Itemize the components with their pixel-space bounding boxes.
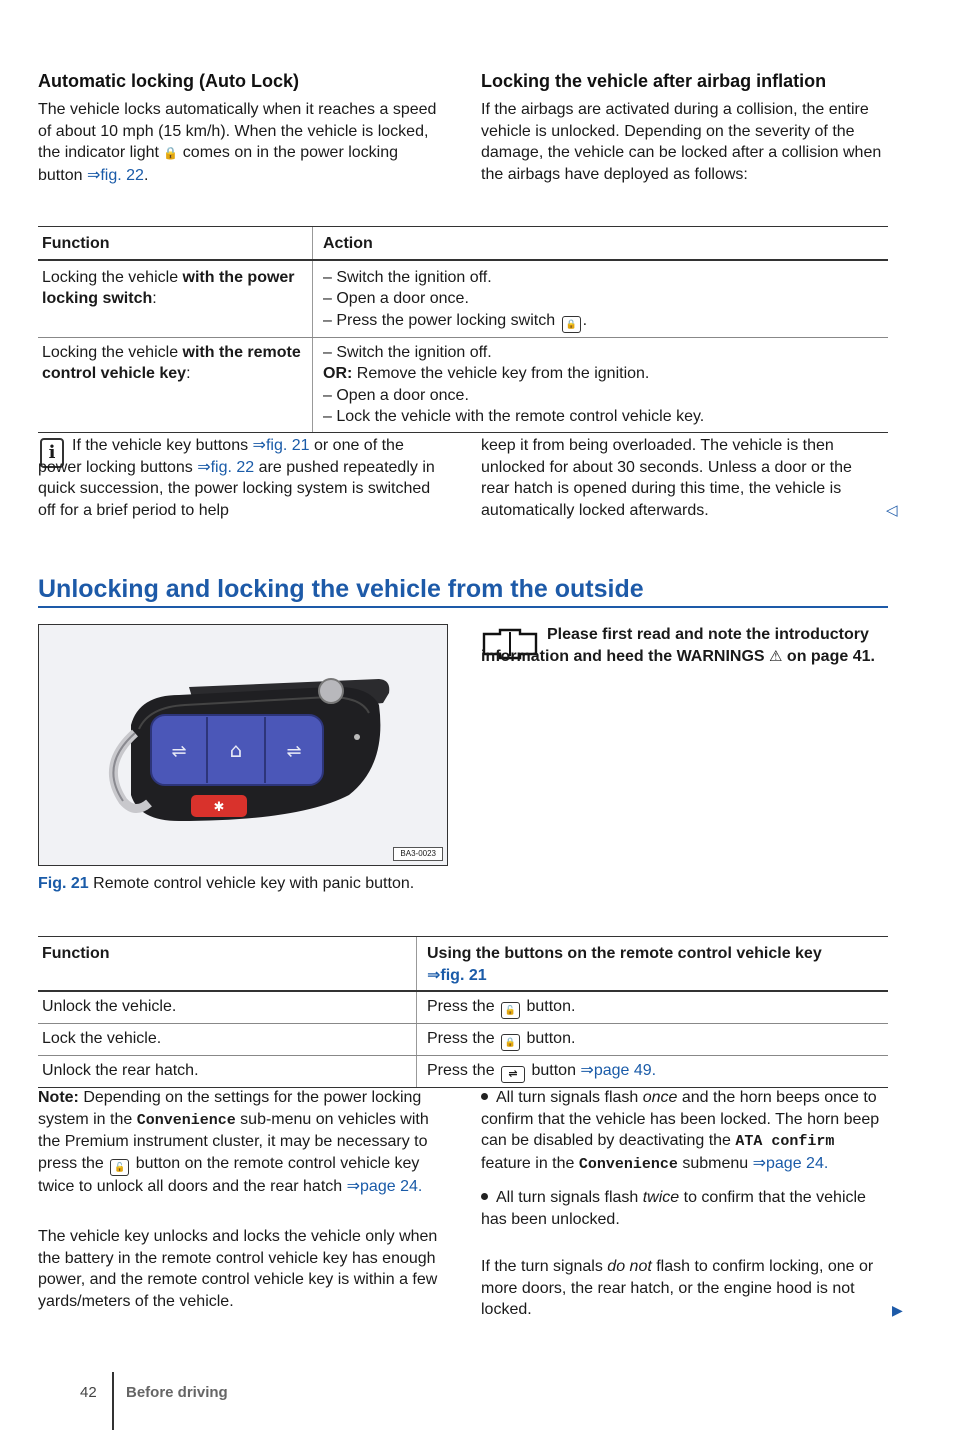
- fig-21-link[interactable]: ⇒fig. 21: [252, 437, 310, 454]
- warning-intro: Please first read and note the introductory information and heed the WARNINGS ⚠ on page 41.: [481, 626, 875, 665]
- remote-key-illustration: [39, 625, 447, 865]
- section-title: Unlocking and locking the vehicle from the outside: [38, 575, 644, 603]
- locking-table: [38, 226, 888, 433]
- table-row: Unlock the vehicle. Press the 🔓 button.: [38, 991, 888, 1024]
- svg-text:⇌: ⇌: [171, 741, 187, 762]
- next-page-icon: ▶: [892, 1302, 903, 1318]
- warning-icon: ⚠: [769, 648, 783, 665]
- auto-lock-text: The vehicle locks automatically when it reaches a speed of about 10 mph (15 km/h). When the vehicle is locked, the indicator light 🔒 comes on in the power locking button ⇒fig. 22.: [38, 101, 437, 184]
- info-note-left: If the vehicle key buttons ⇒fig. 21 or one of the power locking buttons ⇒fig. 22 are pushed repeatedly in quick succession, the power locking system is switched off for a brief period to help: [38, 437, 435, 519]
- table-row: Lock the vehicle. Press the 🔒 button.: [38, 1024, 888, 1056]
- table1-header-function: Function: [38, 227, 313, 260]
- auto-lock-section: [38, 70, 443, 186]
- final-paragraph: If the turn signals do not flash to confirm locking, one or more doors, the rear hatch, or the engine hood is not locked.: [481, 1258, 874, 1319]
- note-paragraph: Note: Depending on the settings for the power locking system in the Convenience sub-menu on vehicles with the Premium instrument cluster, it may be necessary to press the 🔓 button on the remote control vehicle key twice to unlock all doors and the rear hatch ⇒page 24.: [38, 1089, 429, 1195]
- airbag-heading: Locking the vehicle after airbag inflation: [481, 71, 827, 91]
- table-row: Locking the vehicle with the remote control vehicle key: – Switch the ignition off. OR: Remove the vehicle key from the ignition. – Open a door once. – Lock the vehicle with the remote control vehicle key.: [38, 337, 888, 432]
- battery-paragraph: The vehicle key unlocks and locks the vehicle only when the battery in the remote control vehicle key has enough power, and the remote control vehicle key is within a few yards/meters of the vehicle.: [38, 1228, 438, 1310]
- fig-21-link[interactable]: ⇒fig. 21: [427, 966, 487, 984]
- key-figure: [38, 624, 448, 866]
- unlock-button-icon: 🔓: [501, 1002, 520, 1019]
- indicator-lock-icon: 🔒: [163, 146, 179, 161]
- footer-section: Before driving: [126, 1384, 228, 1401]
- page-49-link[interactable]: ⇒page 49.: [580, 1062, 657, 1079]
- figure-code: BA3-0023: [393, 847, 443, 861]
- table2-header-function: Function: [38, 937, 417, 992]
- fig-22-link[interactable]: ⇒fig. 22: [86, 166, 144, 184]
- footer-divider: [112, 1372, 114, 1430]
- svg-text:⇌: ⇌: [286, 741, 302, 762]
- airbag-section: [481, 70, 886, 185]
- svg-text:⌂: ⌂: [229, 738, 243, 762]
- lock-switch-icon: 🔒: [562, 316, 581, 333]
- airbag-text: If the airbags are activated during a collision, the entire vehicle is unlocked. Depending on the severity of the damage, the vehicle can be locked after a collision when the airbags have deployed as follows:: [481, 101, 882, 183]
- info-icon: i: [40, 438, 64, 468]
- rear-hatch-button-icon: ⇌: [501, 1066, 525, 1083]
- fig-22-link[interactable]: ⇒fig. 22: [197, 458, 255, 476]
- auto-lock-heading: Automatic locking (Auto Lock): [38, 71, 299, 91]
- info-note-right: keep it from being overloaded. The vehicle is then unlocked for about 30 seconds. Unless a door or the rear hatch is opened during this time, the vehicle is automatically locked afterwards.: [481, 437, 852, 519]
- table-row: Unlock the rear hatch. Press the ⇌ button ⇒page 49.: [38, 1056, 888, 1088]
- page-24-link[interactable]: ⇒page 24.: [752, 1154, 829, 1172]
- unlock-button-icon: 🔓: [110, 1159, 129, 1176]
- end-mark-icon: ◁: [886, 502, 898, 519]
- table1-header-action: Action: [313, 227, 889, 260]
- lock-button-icon: 🔒: [501, 1034, 520, 1051]
- signal-bullets: [481, 1087, 881, 1243]
- page-24-link[interactable]: ⇒page 24.: [346, 1177, 423, 1195]
- page-number: 42: [80, 1384, 97, 1401]
- table2-header-using: Using the buttons on the remote control vehicle key ⇒fig. 21: [417, 937, 889, 992]
- figure-caption: Fig. 21 Remote control vehicle key with panic button.: [38, 875, 415, 892]
- remote-buttons-table: [38, 936, 888, 1088]
- section-rule: [38, 606, 888, 608]
- list-item: All turn signals flash twice to confirm that the vehicle has been unlocked.: [481, 1189, 866, 1228]
- svg-text:✱: ✱: [213, 800, 225, 815]
- table-row: Locking the vehicle with the power locking switch: – Switch the ignition off. – Open a door once. – Press the power locking switch 🔒 .: [38, 260, 888, 338]
- list-item: All turn signals flash once and the horn beeps once to confirm that the vehicle has been locked. The horn beep can be disabled by deactivating the ATA confirm feature in the Convenience submenu ⇒page 24.: [481, 1089, 880, 1173]
